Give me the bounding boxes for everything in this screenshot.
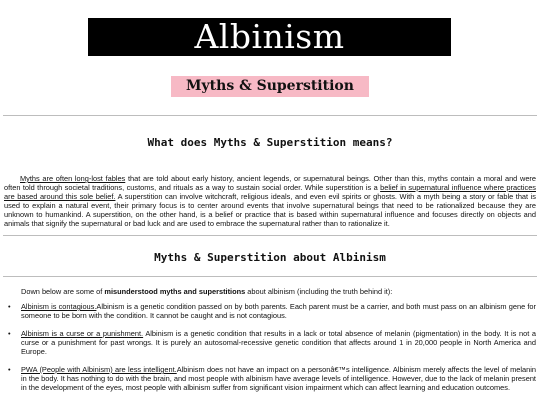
bullet-lead-link[interactable]: Albinism is contagious.	[21, 302, 97, 311]
divider	[3, 235, 537, 236]
list-item: • Albinism is a curse or a punishment. Albinism is a genetic condition that results in a lack or total absence of melanin (pigmentation) in the body. It is not a curse or a punishment for past wrongs. It is purely an autosomal-recessive genetic condition that affects around 1 in 20,000 people in North America and Europe.	[8, 329, 536, 356]
bullet-lead-link[interactable]: PWA (People with Albinism) are less intelligent.	[21, 365, 177, 374]
definition-paragraph	[4, 174, 536, 228]
myths-link[interactable]: Myths are often long-lost fables	[20, 174, 126, 183]
page-subtitle: Myths & Superstition	[171, 76, 369, 97]
definition-text-2: A superstition can involve witchcraft, religious ideals, and even evil spirits or ghosts. With a myth being a story or fable that is used to explain a natural event, their primary focus is to center around events that involve supernatural beings that need to be rationalized because they are unknown to humankind. A superstition, on the other hand, is a belief or practice that is based within supernatural influence and focuses directly on objects and animals that signify the supernatural or bad luck and are used to embrace the supernatural rather than to rationalize it.	[4, 192, 536, 228]
bullet-dot: •	[8, 329, 11, 338]
myths-intro: Down below are some of misunderstood myths and superstitions about albinism (including the truth behind it):	[21, 287, 393, 296]
intro-bold: misunderstood myths and superstitions	[104, 287, 246, 296]
bullet-lead-link[interactable]: Albinism is a curse or a punishment.	[21, 329, 144, 338]
divider	[3, 276, 537, 277]
superstition-link[interactable]: belief in supernatural influence where practices are based around this sole belief.	[4, 183, 536, 201]
bullet-dot: •	[8, 365, 11, 374]
list-item: • PWA (People with Albinism) are less intelligent.Albinism does not have an impact on a personâ€™s intelligence. Albinism merely affects the level of melanin in the body. It has nothing to do with the brain, and most people with albinism have average levels of intelligence. However, due to the lack of melanin present in the development of the eyes, most people with albinism suffer from significant vision impairment which can affect learning and education outcomes.	[8, 365, 536, 392]
section-heading-definition: What does Myths & Superstition means?	[147, 136, 393, 149]
list-item: • Albinism is contagious.Albinism is a genetic condition passed on by both parents. Each parent must be a carrier, and both must pass on an albinism gene for someone to be born with the condition. It cannot be caught and is not contagious.	[8, 302, 536, 320]
divider	[3, 115, 537, 116]
bullet-dot: •	[8, 302, 11, 311]
page-title: Albinism	[88, 18, 451, 56]
definition-text-1: that are told about early history, ancient legends, or supernatural beings. Other than this, myths contain a moral and were often told through societal traditions, customs, and rituals as a way to sustain social order. While superstition is a	[4, 174, 536, 192]
section-heading-albinism: Myths & Superstition about Albinism	[154, 251, 386, 264]
